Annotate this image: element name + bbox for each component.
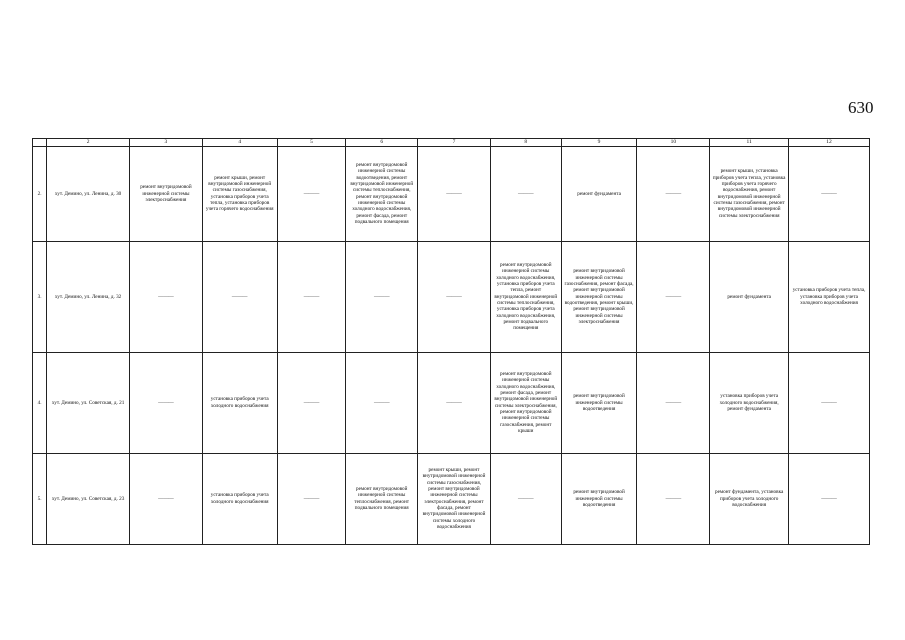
table-cell: установка приборов учета тепла, установка приборов учета холодного водоснабжения (789, 241, 870, 352)
table-cell: ——— (789, 352, 870, 453)
table-cell: ——— (637, 241, 710, 352)
header-cell: 12 (789, 139, 870, 147)
table-cell: ремонт крыши, установка приборов учета тепла, установка приборов учета горячего водоснабжения, ремонт внутридомовой инженерной системы газоснабжения, ремонт внутридомовой инженерной системы электроснабжения (710, 146, 789, 241)
table-cell: ——— (637, 352, 710, 453)
table-cell: ——— (418, 352, 491, 453)
table-cell: ——— (637, 453, 710, 544)
address-cell: хут. Демино, ул. Ленина, д. 30 (47, 146, 130, 241)
table-cell: ——— (346, 241, 418, 352)
header-cell: 11 (710, 139, 789, 147)
table-cell: ——— (637, 146, 710, 241)
address-cell: хут. Демино, ул. Ленина, д. 32 (47, 241, 130, 352)
table-cell: ——— (789, 146, 870, 241)
table-cell: ремонт внутридомовой инженерной системы электроснабжения (130, 146, 203, 241)
address-cell: хут. Демино, ул. Советская, д. 23 (47, 453, 130, 544)
table-cell: ——— (418, 146, 491, 241)
table-cell: ——— (789, 453, 870, 544)
table-cell: ремонт внутридомовой инженерной системы водоотведения (561, 453, 637, 544)
header-cell: 4 (202, 139, 277, 147)
header-cell: 9 (561, 139, 637, 147)
table-cell: ——— (346, 352, 418, 453)
header-cell (33, 139, 47, 147)
table-cell: ——— (277, 241, 346, 352)
header-cell: 2 (47, 139, 130, 147)
table-row (33, 241, 870, 352)
row-number: 2. (33, 146, 47, 241)
table-cell: ремонт фундамента, установка приборов учета холодного водоснабжения (710, 453, 789, 544)
table-cell: ——— (130, 453, 203, 544)
table-cell: установка приборов учета холодного водоснабжения, ремонт фундамента (710, 352, 789, 453)
table-cell: ——— (130, 241, 203, 352)
header-cell: 3 (130, 139, 203, 147)
header-cell: 7 (418, 139, 491, 147)
table-cell: установка приборов учета холодного водоснабжения (202, 352, 277, 453)
table-cell: установка приборов учета холодного водоснабжения (202, 453, 277, 544)
table-cell: ——— (130, 352, 203, 453)
row-number: 4. (33, 352, 47, 453)
table-cell: ремонт внутридомовой инженерной системы водоотведения, ремонт внутридомовой инженерной системы теплоснабжения, ремонт внутридомовой инженерной системы холодного водоснабжения, ремонт фасада, ремонт подвального помещения (346, 146, 418, 241)
table-cell: ремонт фундамента (710, 241, 789, 352)
table-cell: ——— (202, 241, 277, 352)
header-cell: 6 (346, 139, 418, 147)
table-cell: ——— (277, 453, 346, 544)
header-row (33, 139, 870, 147)
address-cell: хут. Демино, ул. Советская, д. 21 (47, 352, 130, 453)
table-cell: ремонт внутридомовой инженерной системы газоснабжения, ремонт фасада, ремонт внутридомовой инженерной системы водоотведения, ремонт крыши, ремонт внутридомовой инженерной системы электроснабжения (561, 241, 637, 352)
table-cell: ——— (277, 146, 346, 241)
row-number: 5. (33, 453, 47, 544)
table-cell: ——— (490, 146, 561, 241)
row-number: 3. (33, 241, 47, 352)
table-cell: ——— (418, 241, 491, 352)
repair-schedule-table (32, 138, 870, 545)
table-cell: ремонт внутридомовой инженерной системы холодного водоснабжения, установка приборов учета тепла, ремонт внутридомовой инженерной системы теплоснабжения, установка приборов учета холодного водоснабжения, ремонт подвального помещения (490, 241, 561, 352)
table-cell: ремонт внутридомовой инженерной системы водоотведения (561, 352, 637, 453)
header-cell: 10 (637, 139, 710, 147)
page-number: 630 (848, 98, 874, 117)
table-cell: ремонт внутридомовой инженерной системы теплоснабжения, ремонт подвального помещения (346, 453, 418, 544)
table-cell: ремонт фундамента (561, 146, 637, 241)
table-row (33, 453, 870, 544)
table-cell: ——— (277, 352, 346, 453)
header-cell: 8 (490, 139, 561, 147)
table-cell: ремонт внутридомовой инженерной системы холодного водоснабжения, ремонт фасада, ремонт внутридомовой инженерной системы электроснабжения, ремонт внутридомовой инженерной системы газоснабжения, ремонт крыши (490, 352, 561, 453)
table-cell: ——— (490, 453, 561, 544)
table-cell: ремонт крыши, ремонт внутридомовой инженерной системы газоснабжения, установка приборов учета тепла, установка приборов учета горячего водоснабжения (202, 146, 277, 241)
table-row (33, 146, 870, 241)
table-cell: ремонт крыши, ремонт внутридомовой инженерной системы газоснабжения, ремонт внутридомовой инженерной системы электроснабжения, ремонт фасада, ремонт внутридомовой инженерной системы холодного водоснабжения (418, 453, 491, 544)
table-row (33, 352, 870, 453)
header-cell: 5 (277, 139, 346, 147)
